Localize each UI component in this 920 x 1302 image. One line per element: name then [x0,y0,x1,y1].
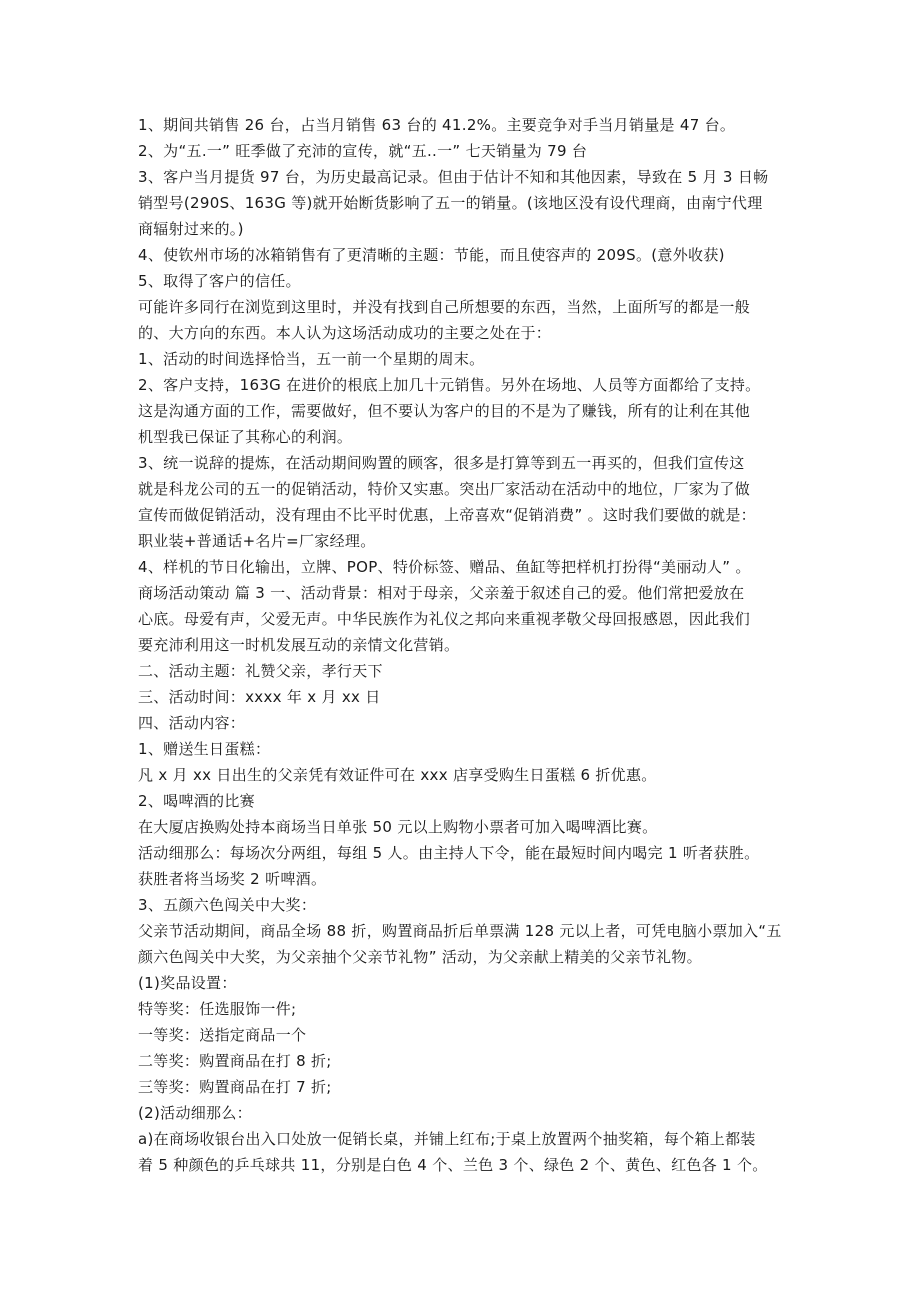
text-line: 一等奖：送指定商品一个 [138,1026,307,1044]
text-line: 二等奖：购置商品在打 8 折; [138,1052,332,1070]
text-line: 三、活动时间：xxxx 年 x 月 xx 日 [138,688,381,706]
text-line: 凡 x 月 xx 日出生的父亲凭有效证件可在 xxx 店享受购生日蛋糕 6 折优惠。 [138,766,657,784]
text-line: 4、样机的节日化输出，立牌、POP、特价标签、赠品、鱼缸等把样机打扮得“美丽动人” 。 [138,558,751,576]
text-line: 1、赠送生日蛋糕： [138,740,271,758]
text-line: 在大厦店换购处持本商场当日单张 50 元以上购物小票者可加入喝啤酒比赛。 [138,818,658,836]
text-line: 职业装+普通话+名片=厂家经理。 [138,532,376,550]
text-line: (2)活动细那么： [138,1104,252,1122]
text-line: 3、统一说辞的提炼，在活动期间购置的顾客，很多是打算等到五一再买的，但我们宣传这 [138,454,745,472]
text-line: 这是沟通方面的工作，需要做好，但不要认为客户的目的不是为了赚钱，所有的让利在其他 [138,402,751,420]
text-line: 2、喝啤酒的比赛 [138,792,255,810]
text-line: 1、活动的时间选择恰当，五一前一个星期的周末。 [138,350,485,368]
text-line: 1、期间共销售 26 台，占当月销售 63 台的 41.2%。主要竞争对手当月销量是 47 台。 [138,116,736,134]
text-line: 颜六色闯关中大奖，为父亲抽个父亲节礼物” 活动，为父亲献上精美的父亲节礼物。 [138,948,702,966]
text-line: 活动细那么：每场次分两组，每组 5 人。由主持人下令，能在最短时间内喝完 1 听者获胜。 [138,844,760,862]
document-body [138,112,798,1178]
text-line: 三等奖：购置商品在打 7 折; [138,1078,332,1096]
text-line: 2、为“五.一” 旺季做了充沛的宣传，就“五..一” 七天销量为 79 台 [138,142,588,160]
text-line: 3、五颜六色闯关中大奖： [138,896,317,914]
text-line: 心底。母爱有声，父爱无声。中华民族作为礼仪之邦向来重视孝敬父母回报感恩，因此我们 [138,610,751,628]
text-line: 可能许多同行在浏览到这里时，并没有找到自己所想要的东西，当然，上面所写的都是一般 [138,298,751,316]
text-line: 宣传而做促销活动，没有理由不比平时优惠，上帝喜欢“促销消费” 。这时我们要做的就是： [138,506,756,524]
text-line: 2、客户支持，163G 在进价的根底上加几十元销售。另外在场地、人员等方面都给了支持。 [138,376,761,394]
text-line: 的、大方向的东西。本人认为这场活动成功的主要之处在于： [138,324,552,342]
text-line: 机型我已保证了其称心的利润。 [138,428,353,446]
text-line: 商辐射过来的。) [138,220,244,238]
text-line: 二、活动主题：礼赞父亲，孝行天下 [138,662,383,680]
text-line: 5、取得了客户的信任。 [138,272,301,290]
text-line: 获胜者将当场奖 2 听啤酒。 [138,870,327,888]
text-line: 着 5 种颜色的乒乓球共 11，分别是白色 4 个、兰色 3 个、绿色 2 个、黄色、红色各 1 个。 [138,1156,768,1174]
text-line: 商场活动策动 篇 3 一、活动背景：相对于母亲，父亲羞于叙述自己的爱。他们常把爱放在 [138,584,745,602]
text-line: 要充沛利用这一时机发展互动的亲情文化营销。 [138,636,460,654]
text-line: 销型号(290S、163G 等)就开始断货影响了五一的销量。(该地区没有设代理商，由南宁代理 [138,194,763,212]
text-line: a)在商场收银台出入口处放一促销长桌，并铺上红布;于桌上放置两个抽奖箱，每个箱上都装 [138,1130,756,1148]
text-line: 四、活动内容： [138,714,246,732]
text-line: 特等奖：任选服饰一件; [138,1000,297,1018]
text-line: (1)奖品设置： [138,974,237,992]
text-line: 就是科龙公司的五一的促销活动，特价又实惠。突出厂家活动在活动中的地位，厂家为了做 [138,480,751,498]
text-line: 3、客户当月提货 97 台，为历史最高记录。但由于估计不知和其他因素，导致在 5 月 3 日畅 [138,168,769,186]
text-line: 父亲节活动期间，商品全场 88 折，购置商品折后单票满 128 元以上者，可凭电脑小票加入“五 [138,922,782,940]
text-line: 4、使钦州市场的冰箱销售有了更清晰的主题：节能，而且使容声的 209S。(意外收获) [138,246,725,264]
